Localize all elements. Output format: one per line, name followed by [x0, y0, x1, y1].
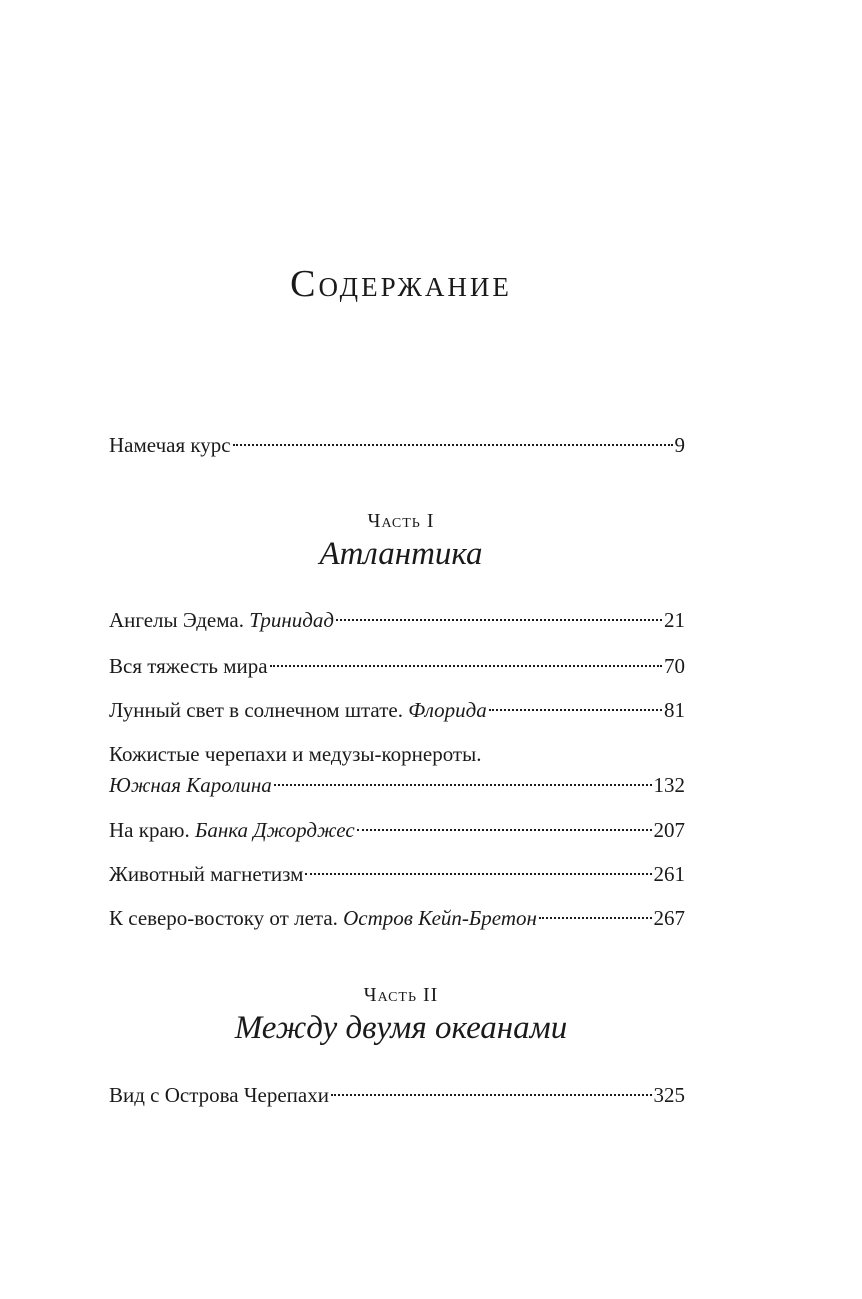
- toc-entry-label: Животный магнетизм: [109, 862, 304, 886]
- toc-entry[interactable]: [109, 772, 685, 798]
- toc-entry-label: К северо-востоку от лета. Остров Кейп-Бретон: [109, 906, 537, 930]
- toc-page-number: 70: [664, 654, 685, 678]
- contents-title: Содержание: [290, 263, 512, 305]
- toc-entry-place: Тринидад: [249, 608, 335, 632]
- part-title: Между двумя океанами: [234, 1010, 568, 1046]
- toc-page-number: 9: [674, 433, 685, 457]
- dot-leader: [305, 859, 651, 875]
- toc-entry[interactable]: [109, 817, 685, 843]
- toc-entry-place: Флорида: [408, 698, 487, 722]
- toc-page-number: 325: [653, 1083, 685, 1107]
- dot-leader: [539, 903, 652, 919]
- toc-entry-label-line1[interactable]: Кожистые черепахи и медузы-корнероты.: [109, 742, 482, 766]
- toc-entry-place: Южная Каролина: [109, 773, 272, 797]
- toc-entry-place: Банка Джорджес: [194, 818, 355, 842]
- toc-page-number: 261: [653, 862, 685, 886]
- part-title: Атлантика: [319, 536, 483, 572]
- toc-entry-label: Вся тяжесть мира: [109, 654, 268, 678]
- toc-entry-label: Ангелы Эдема. Тринидад: [109, 608, 335, 632]
- dot-leader: [270, 651, 662, 667]
- toc-entry-label: На краю. Банка Джорджес: [109, 818, 355, 842]
- toc-entry-label: Намечая курс: [109, 433, 231, 457]
- toc-entry[interactable]: [109, 861, 685, 887]
- dot-leader: [233, 430, 673, 446]
- toc-page-number: 21: [664, 608, 685, 632]
- toc-entry-label: Вид с Острова Черепахи: [109, 1083, 329, 1107]
- toc-entry-label: Лунный свет в солнечном штате. Флорида: [109, 698, 487, 722]
- toc-page-number: 267: [653, 906, 685, 930]
- dot-leader: [336, 605, 662, 621]
- dot-leader: [274, 770, 652, 786]
- toc-entry-intro[interactable]: [109, 432, 685, 458]
- dot-leader: [357, 815, 652, 831]
- toc-entry[interactable]: [109, 905, 685, 931]
- toc-entry[interactable]: [109, 697, 685, 723]
- toc-entry[interactable]: [109, 1082, 685, 1108]
- toc-page-number: 207: [653, 818, 685, 842]
- toc-entry[interactable]: [109, 653, 685, 679]
- part-label: Часть I: [367, 510, 435, 532]
- dot-leader: [489, 695, 662, 711]
- part-label: Часть II: [363, 984, 439, 1006]
- toc-entry-place: Остров Кейп-Бретон: [343, 906, 537, 930]
- dot-leader: [331, 1080, 652, 1096]
- toc-entry-label: [109, 772, 272, 798]
- toc-entry[interactable]: [109, 607, 685, 633]
- toc-page-number: 81: [664, 698, 685, 722]
- toc-page-number: 132: [653, 773, 685, 797]
